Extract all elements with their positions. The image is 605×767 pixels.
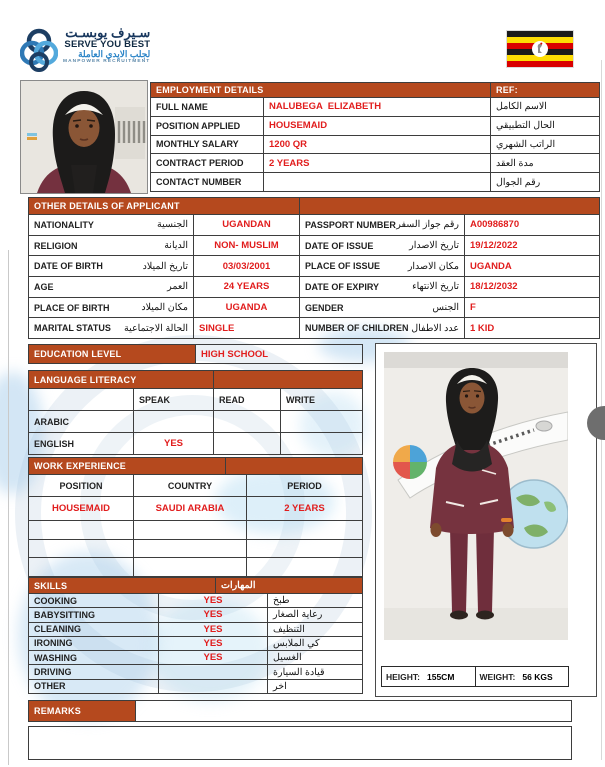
field-label: GENDER (305, 302, 344, 313)
table-row (151, 136, 599, 155)
field-value: 19/12/2022 (470, 240, 518, 251)
country-value: SAUDI ARABIA (134, 497, 247, 520)
position-value (29, 521, 134, 539)
table-row (300, 236, 599, 257)
logo-english-subtitle: MANPOWER RECRUITMENT (63, 59, 151, 65)
column-header: READ (214, 389, 281, 410)
logo-arabic-title: سـيرف يوبسـت (65, 25, 151, 40)
other-details-header: OTHER DETAILS OF APPLICANT (29, 198, 299, 214)
weight-label: WEIGHT: (479, 671, 516, 682)
column-header: POSITION (29, 475, 134, 496)
height-value: 155CM (427, 671, 455, 682)
skill-label-arabic: التنظيف (273, 623, 305, 635)
field-value: UGANDAN (222, 219, 271, 231)
position-value (29, 540, 134, 558)
applicant-full-photo (384, 352, 568, 640)
column-header: PERIOD (287, 480, 322, 491)
field-label: POSITION APPLIED (151, 117, 264, 135)
height-weight-row (381, 666, 569, 687)
language-columns-row (29, 389, 362, 411)
language-name: ENGLISH (29, 433, 134, 454)
field-label-arabic: الحالة الاجتماعية (124, 322, 188, 334)
table-row (300, 277, 599, 298)
table-row (29, 215, 299, 236)
column-header: WRITE (286, 394, 315, 405)
field-label: PASSPORT NUMBER (305, 219, 396, 230)
remarks-header-row (28, 700, 572, 722)
table-row (29, 256, 299, 277)
write-value (281, 433, 362, 454)
country-value (134, 521, 247, 539)
applicant-passport-photo (20, 80, 148, 194)
skill-value (159, 665, 268, 678)
skill-value: YES (159, 637, 268, 650)
field-value: UGANDA (470, 260, 512, 272)
speak-value: YES (134, 433, 214, 454)
field-label-arabic: الاسم الكامل (496, 101, 547, 113)
other-details-table-right (300, 197, 600, 339)
speak-value (134, 411, 214, 432)
skill-label-arabic: رعاية الصغار (273, 609, 323, 621)
field-value: 1200 QR (264, 136, 491, 154)
skill-value: YES (159, 608, 268, 621)
field-label-arabic: تاريخ الانتهاء (412, 281, 459, 293)
field-label-arabic: الديانة (164, 240, 188, 251)
table-row (29, 665, 362, 679)
table-row (151, 173, 599, 191)
field-value: NON- MUSLIM (214, 240, 279, 251)
table-row (29, 651, 362, 665)
applicant-full-photo-panel (375, 343, 597, 697)
column-header: COUNTRY (134, 475, 247, 496)
skill-label: DRIVING (29, 665, 159, 678)
table-row (29, 497, 362, 521)
remarks-body (28, 726, 572, 760)
work-experience-header-spacer (226, 458, 362, 474)
field-label: MONTHLY SALARY (151, 136, 264, 154)
table-row (151, 117, 599, 136)
ref-header: REF: (491, 83, 599, 97)
table-row (300, 298, 599, 319)
work-experience-table (28, 457, 363, 577)
table-row (29, 318, 299, 338)
employment-details-table (150, 82, 600, 192)
language-literacy-table (28, 370, 363, 455)
field-label: MARITAL STATUS (34, 323, 111, 334)
field-value: 18/12/2032 (470, 281, 518, 293)
field-label: PLACE OF BIRTH (34, 302, 110, 313)
field-label: NUMBER OF CHILDREN (305, 323, 409, 334)
field-value: 1 KID (470, 322, 495, 334)
table-row (29, 411, 362, 433)
field-label: CONTRACT PERIOD (151, 154, 264, 172)
other-details-header-right (300, 198, 599, 214)
field-label-arabic: مدة العقد (496, 157, 534, 169)
field-label: PLACE OF ISSUE (305, 261, 381, 272)
skill-label: COOKING (29, 594, 159, 607)
uganda-flag (507, 31, 573, 67)
period-value (247, 558, 362, 576)
skill-value (159, 680, 268, 693)
table-row (29, 433, 362, 454)
weight-value: 56 KGS (522, 671, 553, 682)
table-row (29, 298, 299, 319)
table-row (29, 277, 299, 298)
field-value: HOUSEMAID (264, 117, 491, 135)
skill-label-arabic: طبخ (273, 595, 290, 607)
weight-cell (476, 667, 569, 686)
field-value: 24 YEARS (223, 281, 270, 293)
table-row (29, 521, 362, 540)
field-label-arabic: العمر (167, 281, 188, 293)
read-value (214, 411, 281, 432)
skills-table (28, 577, 363, 694)
field-label: NATIONALITY (34, 219, 94, 230)
field-label: DATE OF BIRTH (34, 261, 103, 272)
page-left-edge-line (8, 250, 9, 765)
table-row (29, 236, 299, 257)
agency-logo-icon (20, 26, 58, 74)
education-level-row (28, 344, 363, 364)
skill-label: CLEANING (29, 623, 159, 636)
field-label-arabic: مكان الاصدار (407, 260, 459, 272)
height-label: HEIGHT: (386, 671, 420, 682)
field-value: UGANDA (225, 302, 268, 314)
skill-value: YES (159, 651, 268, 664)
write-value (281, 411, 362, 432)
agency-logo (20, 26, 150, 74)
position-value (29, 558, 134, 576)
field-label-arabic: الجنس (432, 302, 459, 314)
field-label-arabic: الراتب الشهري (496, 138, 556, 150)
remarks-header-spacer (136, 701, 571, 721)
period-value (247, 521, 362, 539)
field-label-arabic: تاريخ الاصدار (409, 240, 459, 251)
field-value: NALUBEGA ELIZABETH (264, 98, 491, 116)
field-value: 2 YEARS (264, 154, 491, 172)
field-label: RELIGION (34, 240, 78, 251)
skill-label-arabic: قيادة السيارة (273, 666, 325, 678)
skill-value: YES (159, 594, 268, 607)
language-name: ARABIC (29, 411, 134, 432)
field-label-arabic: رقم جواز السفر (396, 219, 459, 231)
skill-value: YES (159, 623, 268, 636)
field-label-arabic: رقم الجوال (496, 176, 541, 188)
table-row (29, 558, 362, 576)
field-value (264, 173, 491, 191)
period-value: 2 YEARS (284, 503, 325, 514)
education-level-label: EDUCATION LEVEL (29, 345, 196, 363)
skill-label-arabic: اخر (273, 680, 287, 692)
table-row (29, 608, 362, 622)
skills-header-arabic: المهارات (216, 578, 362, 593)
work-columns-row (29, 475, 362, 497)
table-row (300, 256, 599, 277)
other-details-table-left (28, 197, 300, 339)
table-row (151, 154, 599, 173)
remarks-header: REMARKS (29, 701, 136, 721)
field-value: A00986870 (470, 219, 520, 231)
table-row (151, 98, 599, 117)
language-literacy-header-spacer (214, 371, 362, 388)
country-value (134, 558, 247, 576)
table-row (29, 623, 362, 637)
language-literacy-header: LANGUAGE LITERACY (29, 371, 214, 388)
field-value: 03/03/2001 (222, 260, 271, 272)
table-row (300, 215, 599, 236)
skill-label: IRONING (29, 637, 159, 650)
country-value (134, 540, 247, 558)
table-row (29, 680, 362, 693)
skill-label-arabic: الغسيل (273, 652, 302, 664)
field-label: DATE OF EXPIRY (305, 281, 380, 292)
skill-label: OTHER (29, 680, 159, 693)
column-header: SPEAK (134, 389, 214, 410)
work-experience-header: WORK EXPERIENCE (29, 458, 226, 474)
field-label-arabic: الجنسية (157, 219, 188, 231)
position-value: HOUSEMAID (29, 497, 134, 520)
employment-details-header: EMPLOYMENT DETAILS (151, 83, 491, 97)
field-label-arabic: مكان الميلاد (141, 302, 188, 314)
field-value: SINGLE (199, 322, 235, 334)
field-value: F (470, 302, 476, 314)
logo-english-title: SERVE YOU BEST (64, 38, 151, 50)
skill-label-arabic: كي الملابس (273, 637, 320, 649)
field-label: AGE (34, 281, 54, 292)
read-value (214, 433, 281, 454)
field-label: DATE OF ISSUE (305, 240, 374, 251)
skill-label: BABYSITTING (29, 608, 159, 621)
period-value (247, 540, 362, 558)
skill-label: WASHING (29, 651, 159, 664)
language-name-column (29, 389, 134, 410)
field-label-arabic: تاريخ الميلاد (142, 260, 188, 272)
height-cell (382, 667, 476, 686)
table-row (29, 540, 362, 559)
field-label-arabic: الحال التطبيقي (496, 120, 555, 132)
table-row (300, 318, 599, 338)
field-label-arabic: عدد الاطفال (411, 322, 459, 334)
education-level-value: HIGH SCHOOL (201, 348, 269, 360)
field-label: FULL NAME (151, 98, 264, 116)
skills-header: SKILLS (29, 578, 216, 593)
table-row (29, 637, 362, 651)
field-label: CONTACT NUMBER (151, 173, 264, 191)
logo-arabic-subtitle: لجلب الايدي العاملة (78, 48, 151, 59)
table-row (29, 594, 362, 608)
